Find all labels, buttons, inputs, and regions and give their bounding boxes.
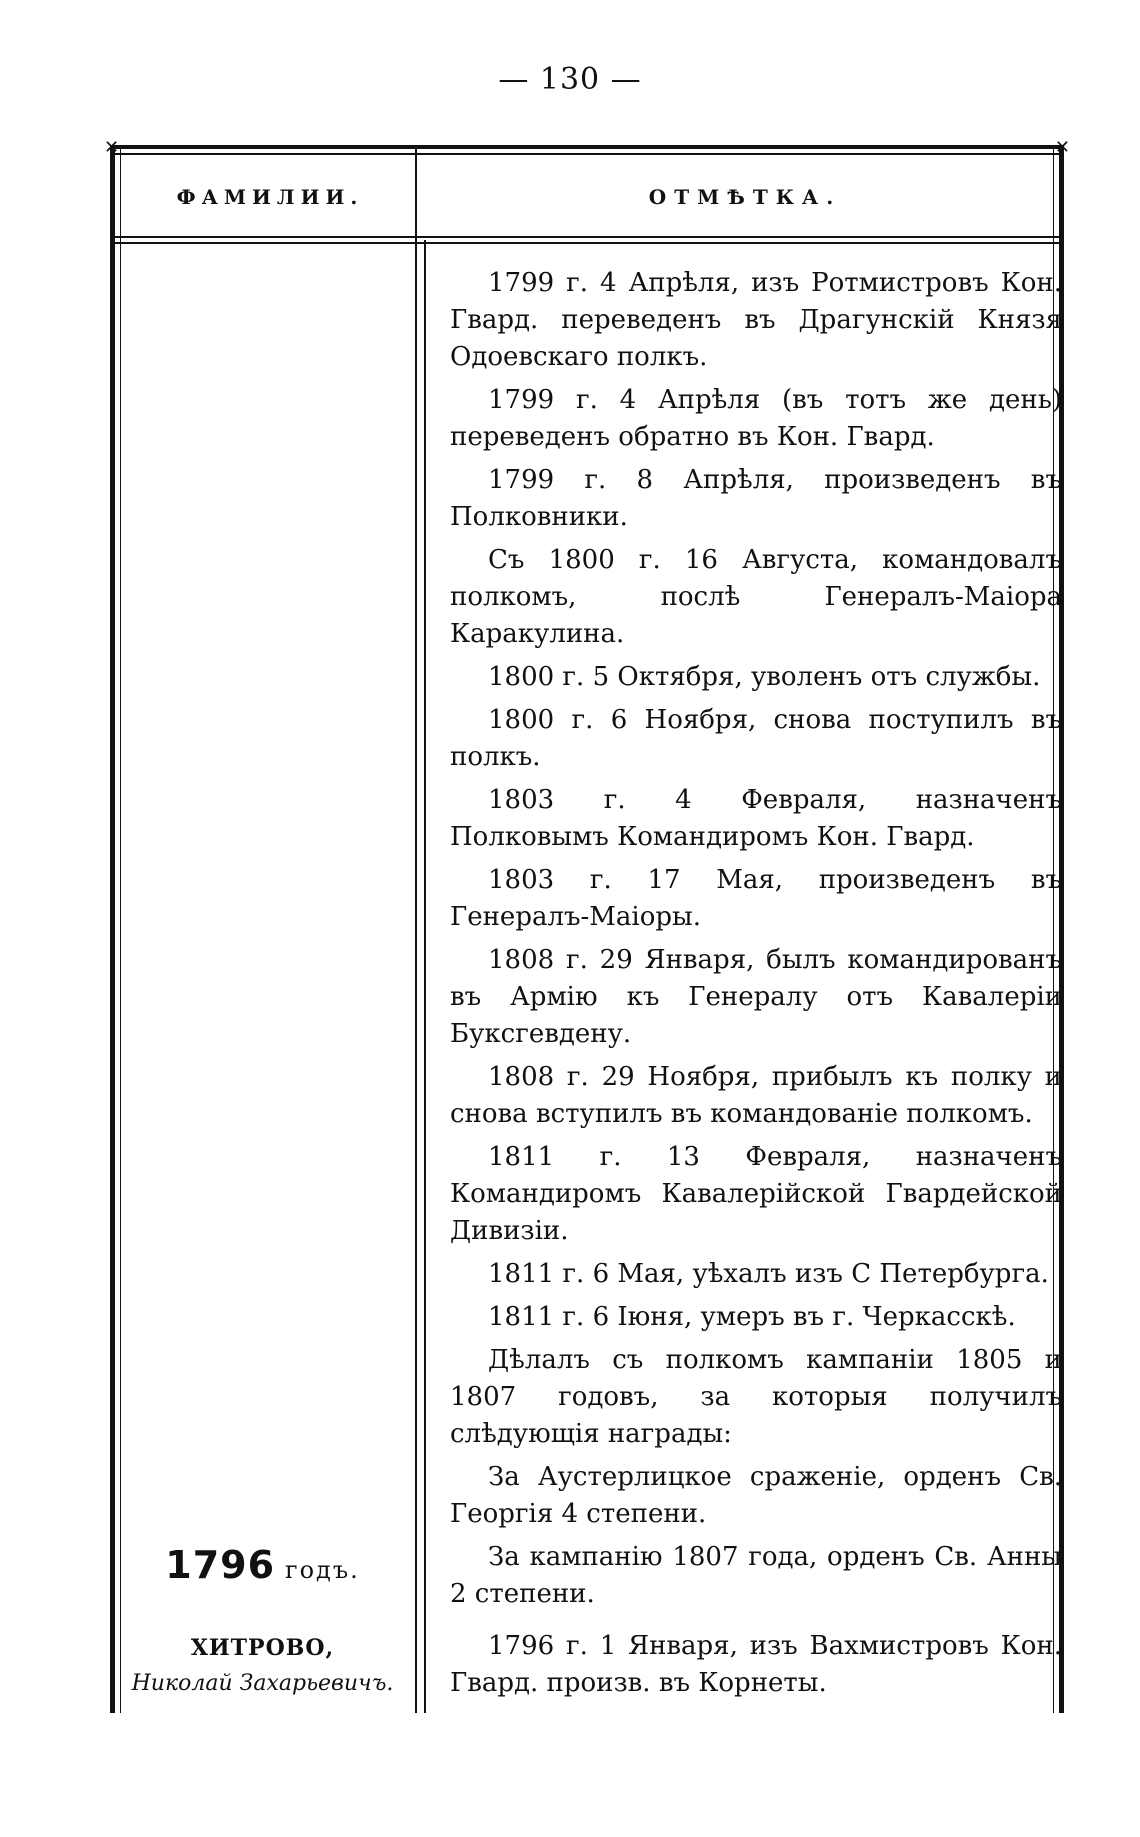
note-paragraph: 1811 г. 6 Мая, уѣхалъ изъ С Петербурга. [488, 1259, 1049, 1289]
note-paragraph: 1803 г. 17 Мая, произведенъ въ Генералъ-Маіоры. [450, 865, 1062, 932]
column-divider [415, 145, 417, 1713]
notes-column [450, 265, 1062, 1619]
note-paragraph: 1811 г. 6 Іюня, умеръ въ г. Черкасскѣ. [488, 1302, 1016, 1332]
person-entry [450, 1628, 1062, 1702]
corner-ornament-icon: ✕ [104, 137, 120, 158]
top-rule-thin [110, 153, 1064, 155]
year-word: годъ. [285, 1556, 360, 1584]
left-border [110, 145, 115, 1713]
note-paragraph: За Аустерлицкое сраженіе, орденъ Св. Георгія 4 степени. [450, 1462, 1062, 1529]
note-paragraph: 1803 г. 4 Февраля, назначенъ Полковымъ Командиромъ Кон. Гвард. [450, 785, 1062, 852]
year-heading [110, 1543, 415, 1587]
note-paragraph: 1799 г. 4 Апрѣля (въ тотъ же день) переведенъ обратно въ Кон. Гвард. [450, 385, 1062, 452]
note-paragraph: 1800 г. 6 Ноября, снова поступилъ въ полкъ. [450, 705, 1062, 772]
person-given-name: Николай Захарьевичъ. [131, 1671, 394, 1696]
note-paragraph: За кампанію 1807 года, орденъ Св. Анны 2 степени. [450, 1542, 1062, 1609]
header-rule [110, 236, 1064, 238]
note-paragraph: 1799 г. 8 Апрѣля, произведенъ въ Полковники. [450, 465, 1062, 532]
note-paragraph: 1811 г. 13 Февраля, назначенъ Командиромъ Кавалерійской Гвардейской Дивизіи. [450, 1142, 1062, 1246]
column-header-surnames: ФАМИЛИИ. [176, 185, 364, 209]
note-paragraph: 1799 г. 4 Апрѣля, изъ Ротмистровъ Кон. Гвард. переведенъ въ Драгунскій Князя Одоевскаго полкъ. [450, 268, 1062, 372]
corner-ornament-icon: ✕ [1054, 137, 1070, 158]
top-rule [110, 145, 1064, 149]
year-number: 1796 [165, 1543, 276, 1587]
entry-paragraph: 1796 г. 1 Января, изъ Вахмистровъ Кон. Гвард. произв. въ Корнеты. [450, 1631, 1062, 1698]
note-paragraph: 1808 г. 29 Января, былъ командированъ въ Армію къ Генералу отъ Кавалеріи Буксгевдену. [450, 945, 1062, 1049]
column-header-notes: ОТМѢТКА. [648, 185, 842, 209]
page-number: — 130 — [498, 62, 642, 97]
table-frame [104, 137, 1070, 1713]
person-surname: ХИТРОВО, [190, 1635, 335, 1661]
note-paragraph: Дѣлалъ съ полкомъ кампаніи 1805 и 1807 годовъ, за которыя получилъ слѣдующія награды: [450, 1345, 1062, 1449]
note-paragraph: 1800 г. 5 Октября, уволенъ отъ службы. [488, 662, 1041, 692]
note-paragraph: 1808 г. 29 Ноября, прибылъ къ полку и снова вступилъ въ командованіе полкомъ. [450, 1062, 1062, 1129]
header-rule-thin [110, 242, 1064, 244]
note-paragraph: Съ 1800 г. 16 Августа, командовалъ полкомъ, послѣ Генералъ-Маіора Каракулина. [450, 545, 1062, 649]
left-border-thin [120, 145, 121, 1713]
column-divider-thin [424, 240, 426, 1713]
